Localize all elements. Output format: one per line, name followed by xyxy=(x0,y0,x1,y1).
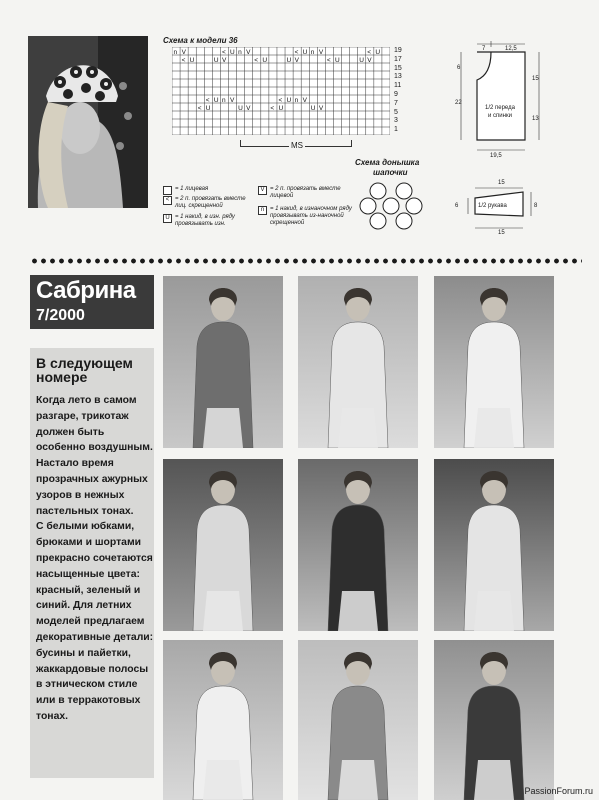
sleeve-dim-bottom: 15 xyxy=(498,230,505,236)
svg-text:U: U xyxy=(213,97,219,104)
svg-text:<: < xyxy=(181,57,186,64)
legend-item xyxy=(163,186,257,195)
svg-text:<: < xyxy=(254,57,259,64)
legend-text: = 2 п. провязать вместе лицевой xyxy=(270,186,341,199)
dim-top-b: 12,5 xyxy=(505,46,517,52)
chart-repeat-label: MS xyxy=(291,141,303,150)
article-line: моделей предлагаем xyxy=(36,616,145,628)
knitting-chart xyxy=(172,47,390,135)
fashion-photo xyxy=(434,459,554,631)
svg-text:U: U xyxy=(238,105,243,112)
legend-text: = 1 накид, в изнаночном ряду провязывать из-наночной скрещенной xyxy=(270,206,352,226)
fashion-photo xyxy=(163,459,283,631)
dim-left-top: 6 xyxy=(457,65,461,71)
chart-row-number: 1 xyxy=(394,126,398,134)
chart-row-number: 9 xyxy=(394,91,398,98)
chart-row-number: 17 xyxy=(394,55,402,63)
legend-symbol: V xyxy=(258,186,267,195)
fashion-photo xyxy=(298,640,418,800)
article-line: пастельных тонах. xyxy=(36,505,134,517)
article-line: красный, зеленый и xyxy=(36,584,141,596)
article-line: Когда лето в самом xyxy=(36,395,137,406)
svg-text:U: U xyxy=(375,49,381,56)
dim-right-top: 15 xyxy=(532,76,539,82)
svg-text:U: U xyxy=(189,57,195,64)
article-line: прекрасно сочетаются xyxy=(36,552,153,564)
svg-text:V: V xyxy=(181,49,186,56)
crown-chart-title-1: Схема донышка xyxy=(355,158,420,167)
magazine-issue: 7/2000 xyxy=(36,307,85,324)
body-pattern-label xyxy=(478,104,522,120)
body-pattern-label-2: и спинки xyxy=(488,113,512,119)
svg-text:n: n xyxy=(238,49,242,56)
hat-photo xyxy=(28,36,148,208)
article-heading-1: В следующем xyxy=(36,355,133,371)
article-line: разгаре, трикотаж xyxy=(36,410,129,422)
chart-row-number: 15 xyxy=(394,64,402,72)
article-line: С белыми юбками, xyxy=(36,521,135,533)
article-line: брюками и шортами xyxy=(36,537,142,549)
chart-row-number: 19 xyxy=(394,47,402,54)
legend-symbol: < xyxy=(163,196,172,205)
svg-text:V: V xyxy=(221,57,227,64)
legend-text: = 1 накид, в изн. ряду провязывать изн. xyxy=(175,214,235,227)
fashion-photo xyxy=(434,276,554,448)
chart-row-number: 13 xyxy=(394,73,402,81)
article-line: Настало время xyxy=(36,458,114,470)
article-line: или в терракотовых xyxy=(36,695,141,707)
article-line: в этническом стиле xyxy=(36,679,138,691)
dotted-divider xyxy=(30,258,582,264)
chart-title: Схема к модели 36 xyxy=(163,36,238,45)
fashion-photo xyxy=(163,640,283,800)
chart-row-number: 7 xyxy=(394,99,398,107)
svg-text:U: U xyxy=(359,57,364,64)
svg-text:V: V xyxy=(318,105,324,112)
article-heading-2: номере xyxy=(36,369,88,385)
watermark: PassionForum.ru xyxy=(524,786,593,796)
sleeve-pattern-label: 1/2 рукава xyxy=(478,203,507,209)
article-line: особенно воздушным. xyxy=(36,442,153,454)
chart-row-number: 11 xyxy=(394,82,402,90)
svg-text:U: U xyxy=(302,49,308,56)
svg-text:V: V xyxy=(246,49,251,56)
crown-chart-title-2: шапочки xyxy=(373,168,408,177)
legend-text: = 1 лицевая xyxy=(175,186,209,192)
svg-text:n: n xyxy=(294,97,299,104)
svg-text:n: n xyxy=(310,49,315,56)
article-heading xyxy=(36,356,151,384)
legend-symbol: U xyxy=(163,214,172,223)
svg-text:<: < xyxy=(367,49,372,56)
svg-text:V: V xyxy=(302,97,308,104)
magazine-name: Сабрина xyxy=(36,277,136,304)
svg-text:V: V xyxy=(230,97,235,104)
legend-text: = 2 п. провязать вместе лиц. скрещенной xyxy=(175,196,246,209)
dim-right-bottom: 13 xyxy=(532,116,539,122)
article-body xyxy=(36,393,154,725)
sleeve-pattern-diagram xyxy=(463,186,553,241)
svg-text:U: U xyxy=(286,97,292,104)
article-line: прозрачных ажурных xyxy=(36,473,148,485)
svg-text:<: < xyxy=(205,97,210,104)
svg-text:V: V xyxy=(246,105,251,112)
svg-text:<: < xyxy=(294,49,299,56)
magazine-title-block xyxy=(30,275,154,329)
crown-chart-diagram xyxy=(358,178,424,239)
dim-top-a: 7 xyxy=(482,46,486,52)
fashion-photo xyxy=(163,276,283,448)
article-line: узоров в нежных xyxy=(36,489,125,501)
fashion-photo xyxy=(298,459,418,631)
sleeve-dim-left: 6 xyxy=(455,203,459,209)
svg-text:<: < xyxy=(197,105,202,112)
svg-text:U: U xyxy=(278,105,284,112)
article-line: синий. Для летних xyxy=(36,600,132,612)
svg-text:n: n xyxy=(173,49,178,56)
svg-text:V: V xyxy=(318,49,324,56)
svg-text:n: n xyxy=(221,97,226,104)
article-line: декоративные детали: xyxy=(36,631,154,643)
svg-text:U: U xyxy=(286,57,292,64)
dim-bottom: 19,5 xyxy=(490,153,502,159)
dim-left: 22 xyxy=(455,100,462,106)
body-pattern-label-1: 1/2 переда xyxy=(485,105,515,111)
article-line: насыщенные цвета: xyxy=(36,568,140,580)
fashion-photo xyxy=(298,276,418,448)
svg-text:<: < xyxy=(326,57,331,64)
svg-text:U: U xyxy=(262,57,268,64)
sleeve-dim-right: 8 xyxy=(534,203,538,209)
legend-symbol: n xyxy=(258,206,267,215)
svg-text:V: V xyxy=(294,57,299,64)
svg-text:V: V xyxy=(367,57,372,64)
svg-text:<: < xyxy=(270,105,275,112)
article-line: должен быть xyxy=(36,426,105,438)
sleeve-dim-top: 15 xyxy=(498,180,505,186)
svg-text:U: U xyxy=(230,49,235,56)
article-line: жаккардовые полосы xyxy=(36,663,149,675)
legend-item xyxy=(258,206,358,227)
chart-row-number: 5 xyxy=(394,108,398,116)
legend-item xyxy=(163,214,257,228)
svg-text:U: U xyxy=(310,105,316,112)
chart-row-number: 3 xyxy=(394,117,398,125)
legend-item xyxy=(163,196,257,210)
svg-text:<: < xyxy=(221,49,226,56)
article-panel xyxy=(30,348,154,778)
svg-text:<: < xyxy=(278,97,283,104)
svg-text:U: U xyxy=(213,57,219,64)
legend-item xyxy=(258,186,358,200)
svg-text:U: U xyxy=(205,105,211,112)
article-line: бусины и пайетки, xyxy=(36,647,131,659)
legend-symbol xyxy=(163,186,172,195)
svg-text:U: U xyxy=(334,57,340,64)
fashion-photo xyxy=(434,640,554,800)
article-line: тонах. xyxy=(36,710,69,722)
